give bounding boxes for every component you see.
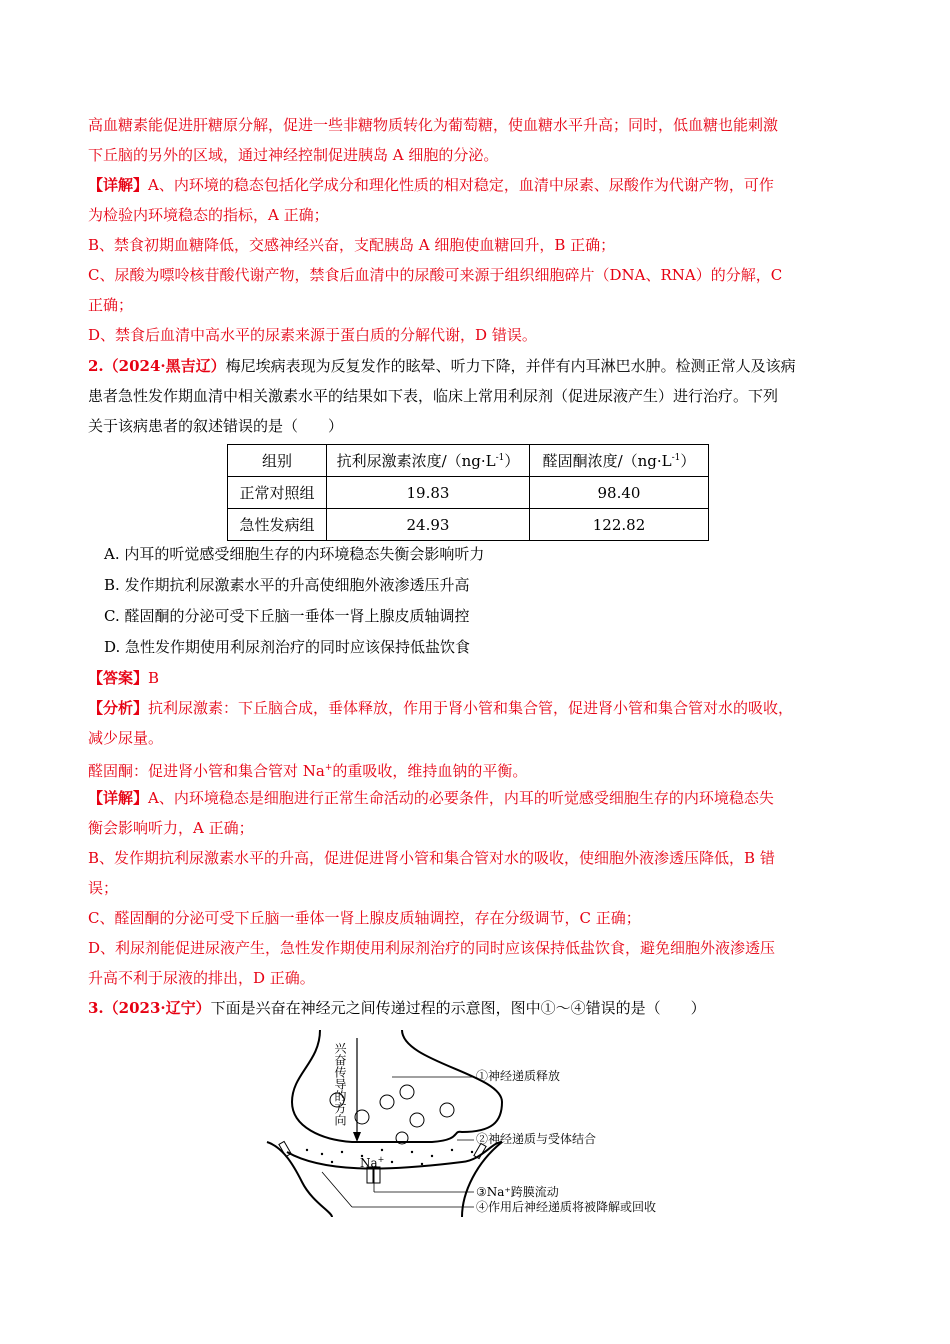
- answer-tag: 【答案】: [88, 669, 149, 687]
- detail2-a-text: A、内环境稳态是细胞进行正常生命活动的必要条件，内耳的听觉感受细胞生存的内环境稳态失: [148, 789, 774, 807]
- detail2-a-line2: 衡会影响听力，A 正确；: [88, 819, 254, 837]
- analysis-text-3b: 的重吸收，维持血钠的平衡。: [332, 762, 528, 780]
- hormone-table: [227, 444, 709, 541]
- q3-number: 3.: [88, 999, 104, 1017]
- detail1-b: B、禁食初期血糖降低，交感神经兴奋，支配胰岛 A 细胞使血糖回升，B 正确；: [88, 236, 616, 254]
- label-1: ①神经递质释放: [476, 1069, 561, 1083]
- table-cell: 正常对照组: [228, 477, 327, 509]
- table-cell: 24.93: [327, 509, 530, 541]
- table-row: [228, 477, 709, 509]
- para1-line2: 下丘脑的另外的区域，通过神经控制促进胰岛 A 细胞的分泌。: [88, 146, 499, 164]
- detail1-a-line1: [88, 174, 774, 196]
- analysis-line1: [88, 697, 793, 719]
- channel: [279, 1141, 291, 1156]
- detail2-d-line2: 升高不利于尿液的排出，D 正确。: [88, 969, 315, 987]
- table-header-adh: [327, 445, 530, 477]
- answer-value: B: [148, 669, 160, 687]
- option-c: C. 醛固酮的分泌可受下丘脑一垂体一肾上腺皮质轴调控: [104, 607, 470, 625]
- analysis-sup: +: [324, 763, 333, 773]
- detail2-c: C、醛固酮的分泌可受下丘脑一垂体一肾上腺皮质轴调控，存在分级调节，C 正确；: [88, 909, 641, 927]
- q2-stem-1: 梅尼埃病表现为反复发作的眩晕、听力下降，并伴有内耳淋巴水肿。检测正常人及该病: [225, 357, 796, 375]
- analysis-tag: 【分析】: [88, 699, 149, 717]
- table-cell: 19.83: [327, 477, 530, 509]
- synapse-diagram: [262, 1022, 702, 1222]
- q2-line1: [88, 355, 796, 377]
- detail2-b-line1: B、发作期抗利尿激素水平的升高，促进促进肾小管和集合管对水的吸收，使细胞外液渗透压降低，B 错: [88, 849, 775, 867]
- na-label: Na+: [360, 1155, 385, 1170]
- label-2: ②神经递质与受体结合: [476, 1132, 597, 1146]
- label-line-4a: [322, 1172, 352, 1207]
- table-header-group: 组别: [228, 445, 327, 477]
- table-header-row: [228, 445, 709, 477]
- detail1-c-line2: 正确；: [88, 296, 134, 314]
- label-3: ③Na⁺跨膜流动: [476, 1185, 559, 1199]
- table-cell: 急性发病组: [228, 509, 327, 541]
- option-b: B. 发作期抗利尿激素水平的升高使细胞外液渗透压升高: [104, 576, 470, 594]
- vesicle: [380, 1095, 394, 1109]
- q3-source: （2023·辽宁）: [103, 999, 211, 1017]
- q3-stem: 下面是兴奋在神经元之间传递过程的示意图，图中①～④错误的是（ ）: [210, 999, 706, 1017]
- adh-header-text: 抗利尿激素浓度/（ng·L: [336, 452, 496, 470]
- presynaptic-membrane: [292, 1030, 502, 1142]
- analysis-text-3a: 醛固酮：促进肾小管和集合管对 Na: [88, 762, 325, 780]
- table-row: [228, 509, 709, 541]
- q2-source: （2024·黑吉辽）: [103, 357, 226, 375]
- analysis-text-1: 抗利尿激素：下丘脑合成，垂体释放，作用于肾小管和集合管，促进肾小管和集合管对水的吸收，: [148, 699, 794, 717]
- vesicle: [440, 1103, 454, 1117]
- detail2-b-line2: 误；: [88, 879, 119, 897]
- q2-number: 2.: [88, 357, 104, 375]
- detail-tag: 【详解】: [88, 176, 149, 194]
- detail1-a-line2: 为检验内环境稳态的指标，A 正确；: [88, 206, 329, 224]
- detail2-d-line1: D、利尿剂能促进尿液产生，急性发作期使用利尿剂治疗的同时应该保持低盐饮食，避免细胞外液渗透压: [88, 939, 776, 957]
- table-cell: 98.40: [530, 477, 709, 509]
- detail1-a-text: A、内环境的稳态包括化学成分和理化性质的相对稳定，血清中尿素、尿酸作为代谢产物，可作: [148, 176, 774, 194]
- ald-header-sup: -1: [671, 453, 681, 463]
- detail2-a-line1: [88, 787, 774, 809]
- vesicle: [400, 1085, 414, 1099]
- analysis-line3: [88, 757, 527, 782]
- detail2-tag: 【详解】: [88, 789, 149, 807]
- adh-header-close: ）: [504, 452, 520, 470]
- q2-line3: 关于该病患者的叙述错误的是（ ）: [88, 417, 344, 435]
- answer-line: [88, 667, 159, 689]
- ald-header-close: ）: [680, 452, 696, 470]
- postsynaptic-membrane: [287, 1142, 502, 1169]
- detail1-d: D、禁食后血清中高水平的尿素来源于蛋白质的分解代谢，D 错误。: [88, 326, 537, 344]
- ald-header-text: 醛固酮浓度/（ng·L: [542, 452, 672, 470]
- direction-label: 兴奋传导的方向: [333, 1042, 347, 1126]
- adh-header-sup: -1: [495, 453, 505, 463]
- detail1-c-line1: C、尿酸为嘌呤核苷酸代谢产物，禁食后血清中的尿酸可来源于组织细胞碎片（DNA、RNA）的分解，C: [88, 266, 783, 284]
- para1-line1: 高血糖素能促进肝糖原分解，促进一些非糖物质转化为葡萄糖，使血糖水平升高；同时，低血糖也能刺激: [88, 116, 779, 134]
- option-a: A. 内耳的听觉感受细胞生存的内环境稳态失衡会影响听力: [104, 545, 485, 563]
- vesicle: [410, 1113, 424, 1127]
- analysis-line2: 减少尿量。: [88, 729, 164, 747]
- arrow-head: [353, 1132, 361, 1142]
- table-cell: 122.82: [530, 509, 709, 541]
- q3-line: [88, 997, 706, 1019]
- label-4: ④作用后神经递质将被降解或回收: [476, 1200, 657, 1214]
- option-d: D. 急性发作期使用利尿剂治疗的同时应该保持低盐饮食: [104, 638, 471, 656]
- table-header-ald: [530, 445, 709, 477]
- q2-line2: 患者急性发作期血清中相关激素水平的结果如下表，临床上常用利尿剂（促进尿液产生）进行治疗。下列: [88, 387, 779, 405]
